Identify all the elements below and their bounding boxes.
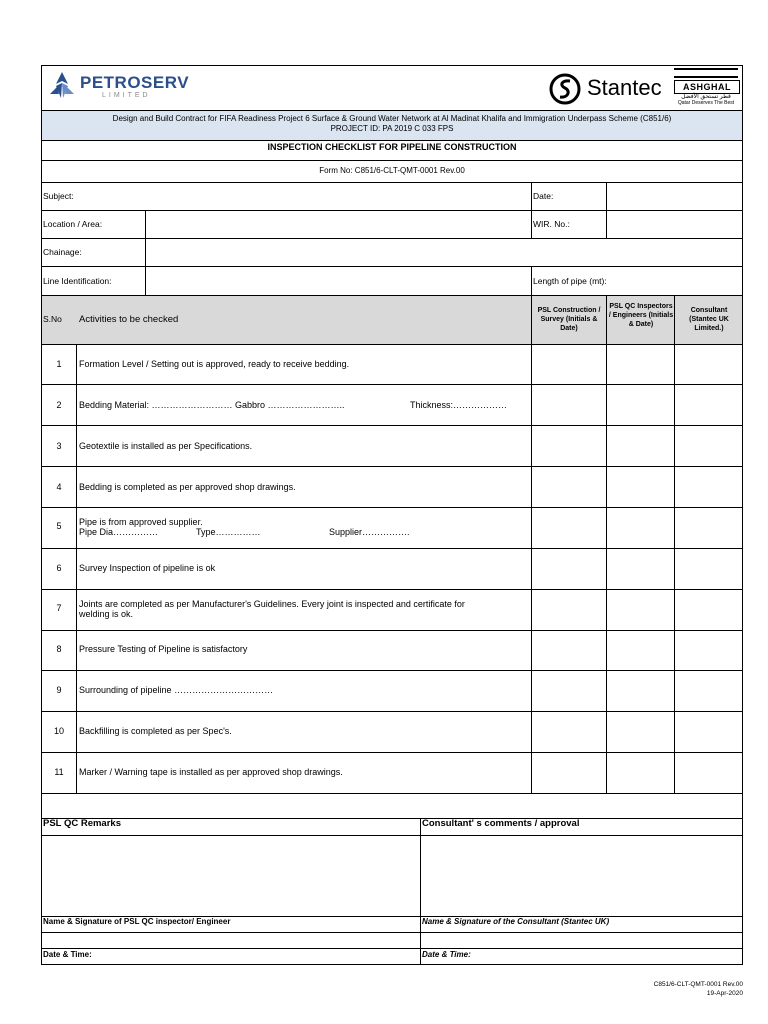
footer-date: 19-Apr-2020 (706, 990, 743, 997)
ashghal-arabic: قطر تستحق الأفضل (681, 94, 731, 100)
col-psl-construction: PSL Construction / Survey (Initials & Date) (537, 307, 601, 332)
row-activity-thickness: Thickness:……………… (410, 400, 508, 410)
petroserv-sub: LIMITED (102, 92, 151, 99)
subject-field[interactable] (90, 184, 528, 208)
col-consultant: Consultant (Stantec UK Limited.) (689, 307, 729, 332)
stantec-emblem-icon (548, 72, 582, 106)
line-id-label: Line Identification: (43, 276, 112, 286)
row-number: 10 (53, 726, 64, 736)
page-title: INSPECTION CHECKLIST FOR PIPELINE CONSTRUCTION (267, 142, 517, 152)
date-time-left-label: Date & Time: (43, 950, 92, 959)
subject-label: Subject: (43, 191, 74, 201)
row-number: 11 (54, 767, 64, 777)
row-activity: Bedding is completed as per approved shop drawings. (79, 482, 296, 492)
form-number: Form No: C851/6-CLT-QMT-0001 Rev.00 (319, 166, 465, 175)
col-psl-qc: PSL QC Inspectors / Engineers (Initials & Date) (608, 303, 674, 328)
ashghal-tagline: Qatar Deserves The Best (677, 100, 735, 106)
petroserv-name: PETROSERV (80, 73, 190, 92)
row-number: 8 (56, 644, 62, 654)
row-number: 4 (56, 482, 62, 492)
row-number: 9 (56, 685, 62, 695)
ashghal-emblem-icon (674, 68, 738, 78)
row-activity: Surrounding of pipeline …………………………… (79, 685, 274, 695)
ashghal-latin: ASHGHAL (674, 80, 740, 94)
row-activity-type: Type…………… (196, 527, 261, 537)
row-activity: Bedding Material: ……………………… Gabbro …………………….. (79, 400, 345, 410)
row-number: 2 (56, 400, 62, 410)
row-activity-supplier: Supplier……………. (329, 527, 410, 537)
row-number: 7 (56, 603, 62, 613)
row-activity: Geotextile is installed as per Specifications. (79, 441, 253, 451)
date-label: Date: (533, 191, 554, 201)
row-activity: Pipe is from approved supplier. (79, 517, 203, 527)
chainage-field[interactable] (147, 240, 741, 264)
chainage-label: Chainage: (43, 247, 82, 257)
row-number: 6 (56, 563, 62, 573)
wir-field[interactable] (608, 212, 741, 236)
petroserv-emblem-icon (47, 70, 77, 102)
col-activities: Activities to be checked (79, 314, 179, 325)
date-field[interactable] (608, 184, 741, 208)
line-id-field[interactable] (147, 268, 529, 293)
psl-remarks-label: PSL QC Remarks (43, 818, 121, 829)
date-time-right-label: Date & Time: (422, 950, 471, 959)
row-number: 3 (56, 441, 62, 451)
wir-label: WIR. No.: (533, 219, 570, 229)
row-activity: Pressure Testing of Pipeline is satisfactory (79, 644, 248, 654)
psl-signature-label: Name & Signature of PSL QC inspector/ Engineer (43, 917, 231, 926)
row-number: 5 (56, 521, 62, 531)
row-activity: Joints are completed as per Manufacturer's Guidelines. Every joint is inspected and certificate for (79, 599, 465, 609)
length-label: Length of pipe (mt): (533, 276, 607, 286)
length-field[interactable] (620, 268, 741, 293)
location-field[interactable] (147, 212, 529, 236)
consultant-signature-label: Name & Signature of the Consultant (Stantec UK) (422, 917, 610, 926)
row-activity: Formation Level / Setting out is approved, ready to receive bedding. (79, 359, 350, 369)
contract-line: Design and Build Contract for FIFA Readiness Project 6 Surface & Ground Water Network at Al Madinat Khalifa and Immigration Underpass Scheme (C851/6) (112, 114, 672, 123)
row-activity: Survey Inspection of pipeline is ok (79, 563, 216, 573)
project-id: PROJECT ID: PA 2019 C 033 FPS (330, 124, 454, 133)
location-label: Location / Area: (43, 219, 103, 229)
row-activity-pipe-dia: Pipe Dia…………… (79, 527, 159, 537)
row-activity: Backfilling is completed as per Spec's. (79, 726, 232, 736)
stantec-name: Stantec (587, 75, 662, 100)
row-activity-line2: welding is ok. (79, 609, 134, 619)
row-number: 1 (56, 359, 62, 369)
consultant-comments-field[interactable] (421, 836, 742, 916)
psl-remarks-field[interactable] (42, 836, 419, 916)
footer-ref: C851/6-CLT-QMT-0001 Rev.00 (653, 981, 743, 988)
row-activity: Marker / Warning tape is installed as per approved shop drawings. (79, 767, 343, 777)
consultant-comments-label: Consultant' s comments / approval (422, 818, 580, 829)
col-sno: S.No (43, 314, 62, 324)
